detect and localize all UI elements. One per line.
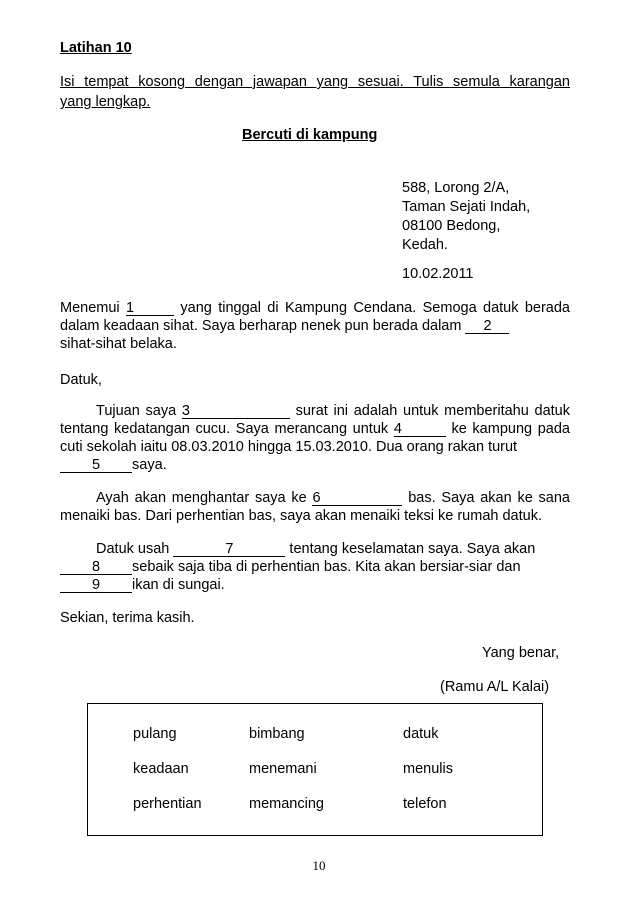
para2-line1 — [96, 403, 570, 419]
blank-7: 7 — [173, 542, 285, 557]
salutation: Datuk, — [60, 372, 102, 388]
word-bank-item: pulang — [133, 726, 177, 742]
para-text: Tujuan saya — [96, 403, 177, 419]
word-bank-item: menulis — [403, 761, 453, 777]
blank-8: 8 — [60, 560, 132, 575]
word-bank-box — [87, 703, 543, 836]
para-text: saya. — [132, 457, 167, 473]
address-line: 08100 Bedong, — [402, 218, 501, 234]
word-bank-item: keadaan — [133, 761, 189, 777]
para-text: Datuk usah — [96, 541, 170, 557]
para3-line1 — [96, 490, 570, 506]
para-text: ke kampung pada — [451, 421, 570, 437]
para-text: surat ini adalah untuk memberitahu datuk — [295, 403, 570, 419]
para1-line3: sihat-sihat belaka. — [60, 336, 177, 352]
para-text: yang tinggal di Kampung Cendana. Semoga datuk berada — [180, 300, 571, 316]
blank-1: 1 — [126, 301, 174, 316]
para4-line1 — [96, 541, 535, 557]
para-text: bas. Saya akan ke sana — [408, 490, 570, 506]
para-text: sebaik saja tiba di perhentian bas. Kita akan bersiar-siar dan — [132, 559, 521, 575]
para-text: tentang kedatangan cucu. Saya merancang untuk — [60, 421, 389, 437]
word-bank-item: menemani — [249, 761, 317, 777]
para2-line4 — [60, 457, 167, 473]
signature-name: (Ramu A/L Kalai) — [440, 679, 550, 695]
para-text: ikan di sungai. — [132, 577, 225, 593]
blank-4: 4 — [394, 422, 446, 437]
para-text: Menemui — [60, 300, 120, 316]
blank-6: 6 — [312, 491, 402, 506]
sign-off: Yang benar, — [482, 645, 560, 661]
blank-5: 5 — [60, 458, 132, 473]
para-text: dalam keadaan sihat. Saya berharap nenek pun berada dalam — [60, 318, 462, 334]
word-bank-item: datuk — [403, 726, 439, 742]
letter-date: 10.02.2011 — [402, 266, 474, 282]
para1-line2 — [60, 318, 509, 334]
para1-line1 — [60, 300, 570, 316]
blank-2: 2 — [465, 319, 509, 334]
address-line: Taman Sejati Indah, — [402, 199, 531, 215]
para2-line3: cuti sekolah iaitu 08.03.2010 hingga 15.03.2010. Dua orang rakan turut — [60, 439, 518, 455]
para2-line2 — [60, 421, 570, 437]
blank-9: 9 — [60, 578, 132, 593]
para-text: tentang keselamatan saya. Saya akan — [289, 541, 536, 557]
closing: Sekian, terima kasih. — [60, 610, 195, 626]
exercise-title: Latihan 10 — [60, 40, 132, 56]
address-line: Kedah. — [402, 237, 448, 253]
para4-line2 — [60, 559, 521, 575]
instruction-line-2: yang lengkap. — [60, 94, 151, 110]
address-line: 588, Lorong 2/A, — [402, 180, 510, 196]
blank-3: 3 — [182, 404, 290, 419]
para3-line2: menaiki bas. Dari perhentian bas, saya akan menaiki teksi ke rumah datuk. — [60, 508, 542, 524]
page-number: 10 — [312, 858, 326, 873]
word-bank-item: memancing — [249, 796, 324, 812]
letter-title: Bercuti di kampung — [242, 127, 378, 143]
word-bank-item: perhentian — [133, 796, 202, 812]
word-bank-item: bimbang — [249, 726, 305, 742]
para4-line3 — [60, 577, 225, 593]
para-text: Ayah akan menghantar saya ke — [96, 490, 307, 506]
word-bank-item: telefon — [403, 796, 447, 812]
instruction-line-1: Isi tempat kosong dengan jawapan yang sesuai. Tulis semula karangan — [60, 74, 570, 90]
